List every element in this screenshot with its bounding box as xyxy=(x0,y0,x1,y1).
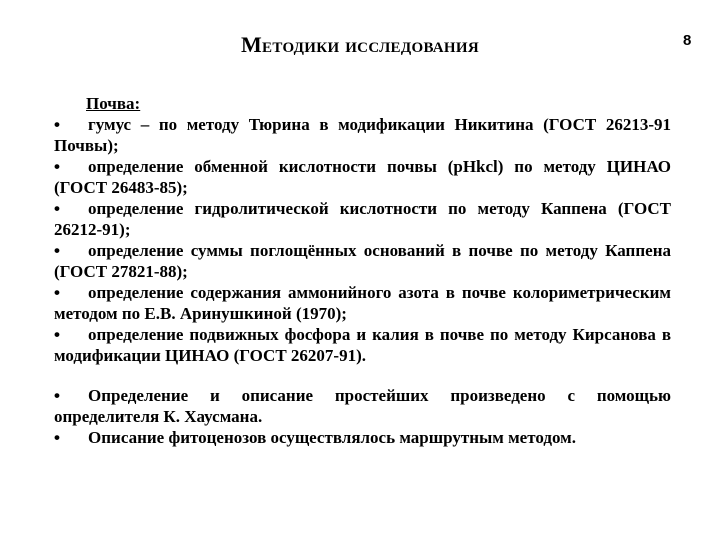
list-item-text: Описание фитоценозов осуществлялось маршрутным методом. xyxy=(88,428,576,447)
list-item xyxy=(54,282,671,324)
section-spacer xyxy=(54,366,671,385)
list-item xyxy=(54,385,671,427)
list-item-text: гумус – по методу Тюрина в модификации Никитина (ГОСТ 26213-91 Почвы); xyxy=(54,115,671,155)
list-item-text: определение гидролитической кислотности по методу Каппена (ГОСТ 26212-91); xyxy=(54,199,671,239)
list-item-text: определение обменной кислотности почвы (рНkcl) по методу ЦИНАО (ГОСТ 26483-85); xyxy=(54,157,671,197)
list-item xyxy=(54,240,671,282)
page-number: 8 xyxy=(683,32,692,49)
list-item xyxy=(54,198,671,240)
list-item-text: определение суммы поглощённых оснований в почве по методу Каппена (ГОСТ 27821-88); xyxy=(54,241,671,281)
list-item xyxy=(54,156,671,198)
bullet-icon: • xyxy=(54,428,60,447)
bullet-icon: • xyxy=(54,386,60,405)
bullet-icon: • xyxy=(54,325,60,344)
content-block xyxy=(54,93,671,448)
list-item-text: определение содержания аммонийного азота в почве колориметрическим методом по Е.В. Аринушкиной (1970); xyxy=(54,283,671,323)
list-item-text: определение подвижных фосфора и калия в почве по методу Кирсанова в модификации ЦИНАО (ГОСТ 26207-91). xyxy=(54,325,671,365)
bullet-icon: • xyxy=(54,199,60,218)
bullet-icon: • xyxy=(54,241,60,260)
bullet-icon: • xyxy=(54,115,60,134)
list-item xyxy=(54,324,671,366)
list-item xyxy=(54,427,671,448)
list-item-text: Определение и описание простейших произведено с помощью определителя К. Хаусмана. xyxy=(54,386,671,426)
list-item xyxy=(54,114,671,156)
slide-title: Методики исследования xyxy=(240,32,480,57)
bullet-icon: • xyxy=(54,157,60,176)
bullet-icon: • xyxy=(54,283,60,302)
soil-heading: Почва: xyxy=(86,94,141,113)
